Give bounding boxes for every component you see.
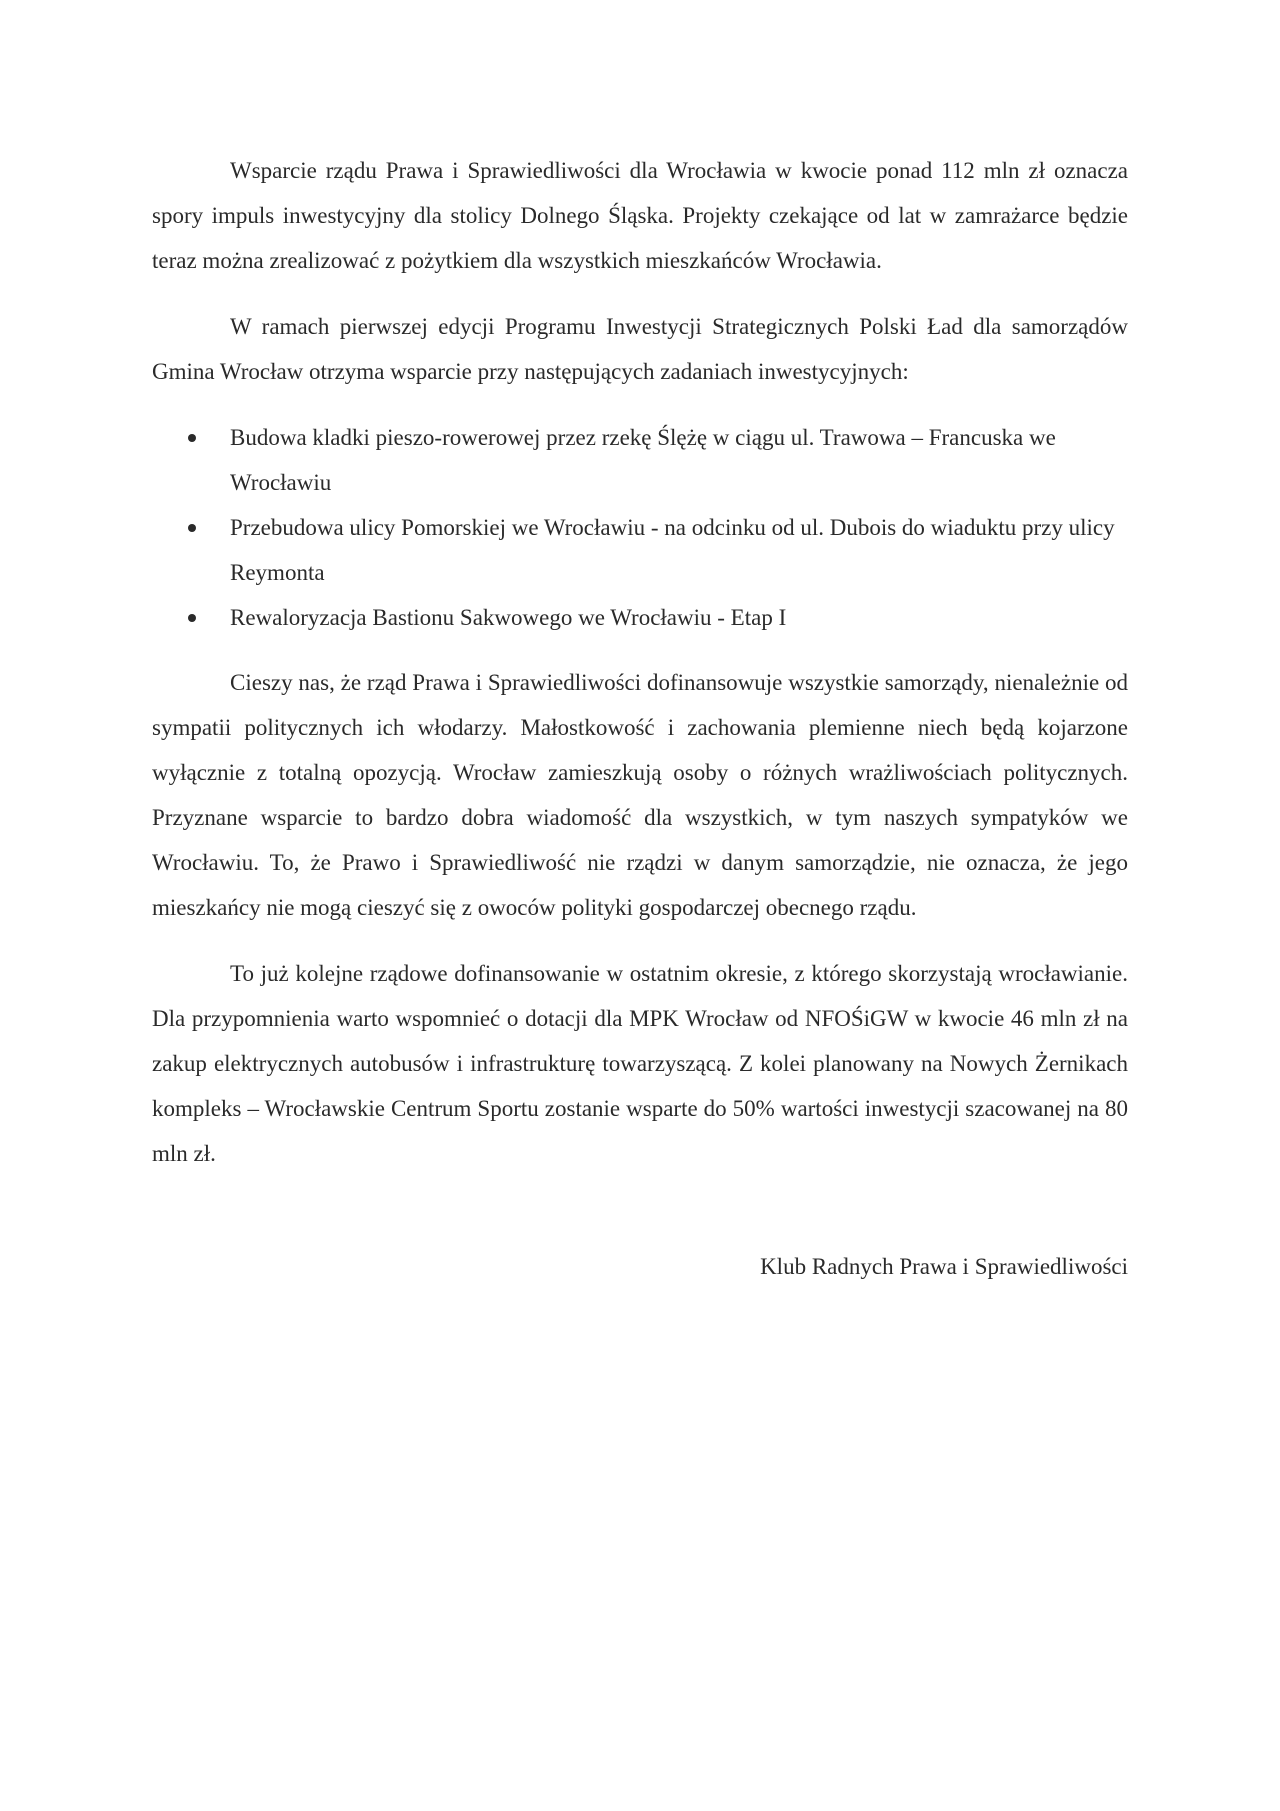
investment-list <box>152 415 1128 640</box>
list-item-text: Rewaloryzacja Bastionu Sakwowego we Wrocławiu - Etap I <box>230 605 787 630</box>
list-item-text: Przebudowa ulicy Pomorskiej we Wrocławiu - na odcinku od ul. Dubois do wiaduktu przy ulicy Reymonta <box>230 515 1115 585</box>
list-item <box>152 595 1128 640</box>
list-item <box>152 415 1128 505</box>
bullet-icon <box>188 614 196 622</box>
list-item <box>152 505 1128 595</box>
bullet-icon <box>188 524 196 532</box>
document-body <box>152 148 1128 1289</box>
bullet-icon <box>188 434 196 442</box>
paragraph-support: Cieszy nas, że rząd Prawa i Sprawiedliwości dofinansowuje wszystkie samorządy, nienależnie od sympatii politycznych ich włodarzy. Małostkowość i zachowania plemienne niech będą kojarzone wyłącznie z totalną opozycją. Wrocław zamieszkują osoby o różnych wrażliwościach politycznych. Przyznane wsparcie to bardzo dobra wiadomość dla wszystkich, w tym naszych sympatyków we Wrocławiu. To, że Prawo i Sprawiedliwość nie rządzi w danym samorządzie, nie oznacza, że jego mieszkańcy nie mogą cieszyć się z owoców polityki gospodarczej obecnego rządu. <box>152 670 1128 920</box>
paragraph-intro: Wsparcie rządu Prawa i Sprawiedliwości dla Wrocławia w kwocie ponad 112 mln zł oznacza spory impuls inwestycyjny dla stolicy Dolnego Śląska. Projekty czekające od lat w zamrażarce będzie teraz można zrealizować z pożytkiem dla wszystkich mieszkańców Wrocławia. <box>152 158 1128 273</box>
list-item-text: Budowa kladki pieszo-rowerowej przez rzekę Ślężę w ciągu ul. Trawowa – Francuska we Wrocławiu <box>230 425 1056 495</box>
paragraph-program: W ramach pierwszej edycji Programu Inwestycji Strategicznych Polski Ład dla samorządów Gmina Wrocław otrzyma wsparcie przy następujących zadaniach inwestycyjnych: <box>152 314 1128 384</box>
signature: Klub Radnych Prawa i Sprawiedliwości <box>760 1254 1128 1279</box>
paragraph-funding: To już kolejne rządowe dofinansowanie w ostatnim okresie, z którego skorzystają wrocławianie. Dla przypomnienia warto wspomnieć o dotacji dla MPK Wrocław od NFOŚiGW w kwocie 46 mln zł na zakup elektrycznych autobusów i infrastrukturę towarzyszącą. Z kolei planowany na Nowych Żernikach kompleks – Wrocławskie Centrum Sportu zostanie wsparte do 50% wartości inwestycji szacowanej na 80 mln zł. <box>152 961 1128 1166</box>
